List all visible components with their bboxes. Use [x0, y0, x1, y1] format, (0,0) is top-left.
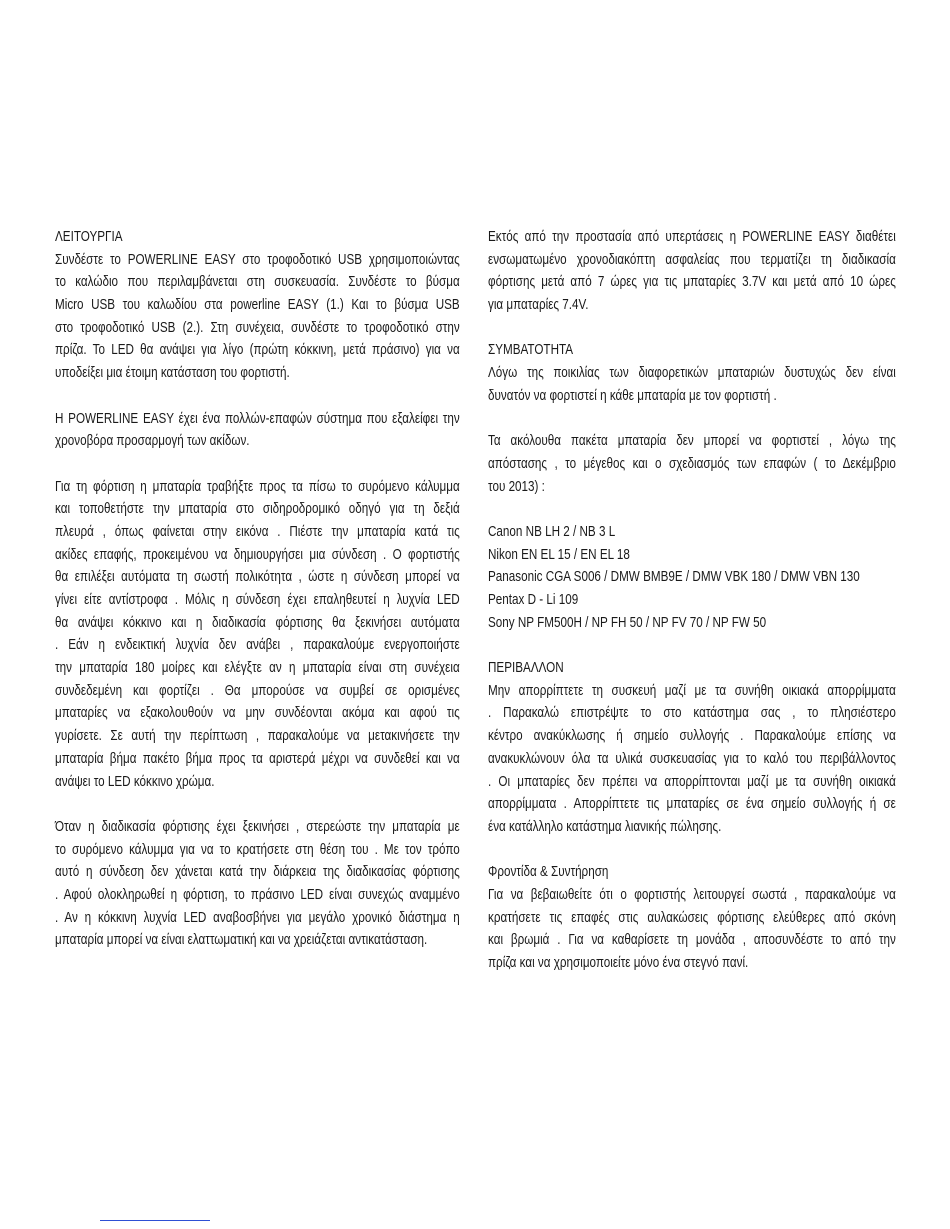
text-line: στο τροφοδοτικό USB (2.). Στη συνέχεια, συνδέστε το τροφοδοτικό στην [55, 318, 460, 336]
text-line: Για τη φόρτιση η μπαταρία τραβήξτε προς τα πίσω το συρόμενο κάλυμμα [55, 477, 460, 495]
right-column [488, 226, 896, 975]
footer-rule [100, 1220, 210, 1221]
section-compatibility [488, 339, 896, 634]
paragraph [55, 816, 460, 952]
text-line: Μην απορρίπτετε τη συσκευή μαζί με τα συνήθη οικιακά απορρίμματα [488, 681, 896, 699]
paragraph [488, 226, 896, 317]
text-line: ανακυκλώνουν όλα τα υλικά συσκευασίας για το καλό του περιβάλλοντος [488, 749, 896, 767]
paragraph [55, 249, 460, 385]
text-line: πρίζα. Το LED θα ανάψει για λίγο (πρώτη κόκκινη, μετά πράσινο) για να [55, 341, 460, 359]
section-heading-compatibility: ΣΥΜΒΑΤΟΤΗΤΑ [488, 341, 574, 359]
text-line: το καλώδιο που περιλαμβάνεται στη συσκευασία. Συνδέστε το βύσμα [55, 273, 460, 291]
text-line: ενσωματωμένο χρονοδιακόπτη ασφαλείας που τερματίζει τη διαδικασία [488, 250, 896, 268]
section-heading-operation: ΛΕΙΤΟΥΡΓΙΑ [55, 228, 123, 245]
paragraph-spacer [488, 634, 896, 657]
list-item: Sony NP FM500H / NP FH 50 / NP FV 70 / NP FW 50 [488, 613, 767, 631]
text-line: . Αφού ολοκληρωθεί η φόρτιση, το πράσινο LED είναι συνεχώς αναμμένο [55, 885, 460, 903]
text-line: πρίζα και να χρησιμοποιείτε μόνο ένα στεγνό πανί. [488, 954, 749, 971]
paragraph [55, 476, 460, 794]
text-line: Τα ακόλουθα πακέτα μπαταρία δεν μπορεί να φορτιστεί , λόγω της [488, 432, 896, 450]
paragraph-spacer [488, 317, 896, 340]
paragraph-spacer [488, 408, 896, 431]
text-line: φόρτισης μετά από 7 ώρες για τις μπαταρίες 3.7V και μετά από 10 ώρες [488, 273, 896, 291]
text-line: Όταν η διαδικασία φόρτισης έχει ξεκινήσει , στερεώστε την μπαταρία με [55, 817, 460, 835]
text-line: χρονοβόρα προσαρμογή των ακίδων. [55, 432, 250, 450]
text-line: πλευρά , όπως φαίνεται στην εικόνα . Πιέστε την μπαταρία κατά τις [55, 522, 460, 540]
text-line: θα επιλέξει αυτόματα τη σωστή πολικότητα , ώστε η σύνδεση μπορεί να [55, 568, 460, 586]
paragraph-spacer [55, 453, 460, 476]
text-line: γυρίσετε. Σε αυτή την περίπτωση , παρακαλούμε να μετακινήσετε την [55, 727, 460, 745]
text-line: την μπαταρία 180 μοίρες και ελέγξτε αν η μπαταρία είναι στη συνέχεια [55, 659, 460, 677]
paragraph [488, 680, 896, 839]
incompatible-battery-list [488, 521, 896, 634]
text-line: συνδεδεμένη και φορτίζει . Θα μπορούσε να συμβεί σε ορισμένες [55, 681, 460, 699]
section-heading-care: Φροντίδα & Συντήρηση [488, 863, 609, 881]
text-line: κέντρο ανακύκλωσης ή σημείο συλλογής . Παρακαλούμε επίσης να [488, 727, 896, 745]
text-line: το συρόμενο κάλυμμα για να το κρατήσετε στη θέση του . Με τον τρόπο [55, 840, 460, 858]
section-heading-environment: ΠΕΡΙΒΑΛΛΟΝ [488, 659, 564, 677]
list-item: Panasonic CGA S006 / DMW BMB9E / DMW VBK 180 / DMW VBN 130 [488, 568, 860, 586]
text-line: Για να βεβαιωθείτε ότι ο φορτιστής λειτουργεί σωστά , παρακαλούμε να [488, 885, 896, 903]
section-safety-timer [488, 226, 896, 317]
text-line: γίνει είτε αντίστροφα . Μόλις η σύνδεση έχει επαληθευτεί η λυχνία LED [55, 591, 460, 608]
text-line: και βρωμιά . Για να καθαρίσετε τη μονάδα , αποσυνδέστε το από την [488, 931, 896, 949]
text-line: και τοποθετήστε την μπαταρία στο σιδηροδρομικό οδηγό για τη δεξιά [55, 500, 460, 518]
text-line: θα ανάψει κόκκινο και η διαδικασία φόρτισης θα ξεκινήσει αυτόματα [55, 613, 460, 631]
paragraph-spacer [55, 385, 460, 408]
paragraph [488, 362, 896, 407]
section-operation [55, 226, 460, 952]
text-line: αυτό η σύνδεση δεν χάνεται κατά την διάρκεια της διαδικασίας φόρτισης [55, 863, 460, 881]
text-line: . Παρακαλώ επιστρέψτε το στο κατάστημα σας , το πλησιέστερο [488, 704, 896, 722]
text-line: ένα κατάλληλο κατάστημα λιανικής πώλησης. [488, 817, 722, 835]
list-item: Canon NB LH 2 / NB 3 L [488, 522, 616, 540]
text-line: . Αν η κόκκινη λυχνία LED αναβοσβήνει για μεγάλο χρονικό διάστημα η [55, 908, 460, 926]
list-item: Pentax D - Li 109 [488, 591, 579, 608]
text-line: μπαταρία μπορεί να είναι ελαττωματική και να χρειάζεται αντικατάσταση. [55, 931, 428, 949]
paragraph [55, 408, 460, 453]
text-line: . Οι μπαταρίες δεν πρέπει να απορρίπτονται μαζί με τα συνήθη οικιακά [488, 772, 896, 790]
text-line: Η POWERLINE EASY έχει ένα πολλών-επαφών σύστημα που εξαλείφει την [55, 409, 460, 427]
paragraph-spacer [55, 793, 460, 816]
paragraph [488, 884, 896, 975]
text-line: . Εάν η ενδεικτική λυχνία δεν ανάβει , παρακαλούμε ενεργοποιήστε [55, 636, 460, 654]
paragraph-spacer [488, 498, 896, 521]
text-line: Εκτός από την προστασία από υπερτάσεις η POWERLINE EASY διαθέτει [488, 228, 896, 245]
text-line: Λόγω της ποικιλίας των διαφορετικών μπαταριών δυστυχώς δεν είναι [488, 364, 896, 382]
text-line: Micro USB του καλωδίου στα powerline EASY (1.) Και το βύσμα USB [55, 296, 460, 314]
text-line: Συνδέστε το POWERLINE EASY στο τροφοδοτικό USB χρησιμοποιώντας [55, 250, 460, 268]
text-line: μπαταρία βήμα πακέτο βήμα προς τα αριστερά μέχρι να συνδεθεί και να [55, 749, 460, 767]
section-environment [488, 657, 896, 839]
text-line: μπαταρίες να εξακολουθούν να μην συνδέονται ακόμα και αφού τις [55, 704, 460, 722]
text-line: ακίδες επαφής, προκειμένου να δημιουργήσει μια σύνδεση . Ο φορτιστής [55, 545, 460, 563]
text-line: απορρίμματα . Απορρίπτετε τις μπαταρίες σε ένα σημείο συλλογής ή σε [488, 795, 896, 813]
text-line: για μπαταρίες 7.4V. [488, 296, 589, 314]
paragraph-spacer [488, 839, 896, 862]
paragraph [488, 430, 896, 498]
text-line: ανάψει το LED κόκκινο χρώμα. [55, 772, 215, 790]
text-line: του 2013) : [488, 477, 545, 495]
list-item: Nikon EN EL 15 / EN EL 18 [488, 545, 630, 563]
text-line: υποδείξει μια έτοιμη κατάσταση του φορτιστή. [55, 364, 290, 382]
text-line: απόστασης , το μέγεθος και ο σχεδιασμός των επαφών ( το Δεκέμβριο [488, 454, 896, 472]
section-care-maintenance [488, 861, 896, 974]
text-line: δυνατόν να φορτιστεί η κάθε μπαταρία με τον φορτιστή . [488, 386, 777, 404]
text-line: κρατήσετε τις επαφές στις αυλακώσεις φόρτισης ελεύθερες από σκόνη [488, 908, 896, 926]
left-column [55, 226, 460, 952]
